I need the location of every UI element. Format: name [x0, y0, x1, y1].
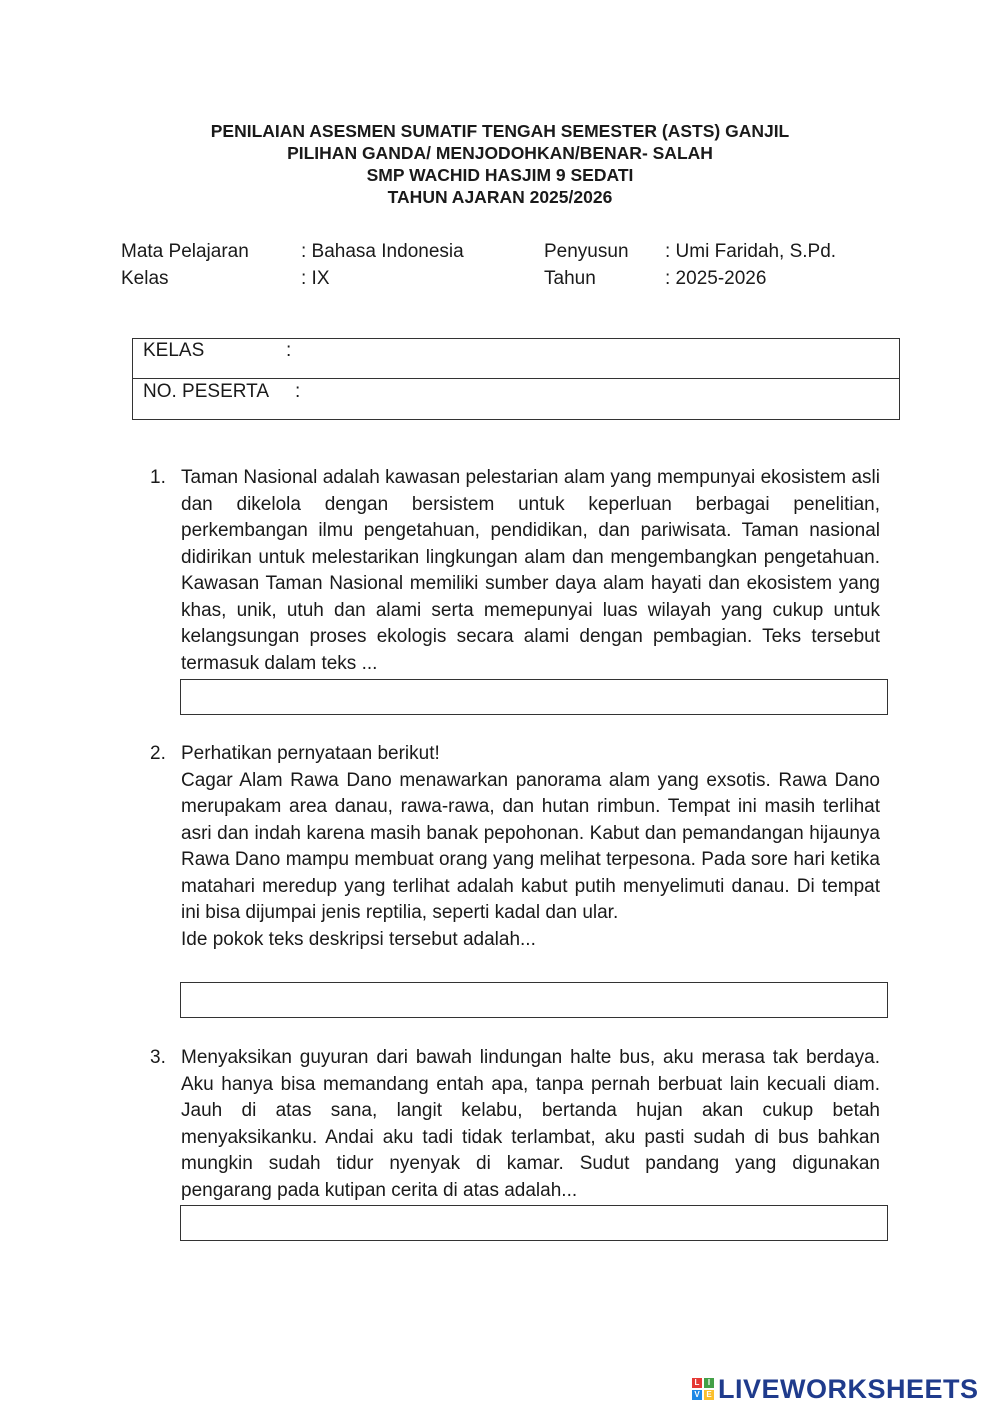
question-1: [150, 465, 880, 677]
question-text: Menyaksikan guyuran dari bawah lindungan halte bus, aku merasa tak berdaya. Aku hanya bisa memandang entah apa, tanpa pernah berbuat lain kecuali diam. Jauh di atas sana, langit kelabu, bertanda hujan akan cukup betah menyaksikanku. Andai aku tadi tidak terlambat, aku pasti sudah di bus bahkan mungkin sudah tidur nyenyak di kamar. Sudut pandang yang digunakan pengarang pada kutipan cerita di atas adalah...: [181, 1047, 880, 1201]
question-2: [150, 741, 880, 953]
question-number: 1.: [150, 467, 166, 488]
kelas-colon: :: [286, 340, 292, 361]
identity-box: [132, 338, 900, 420]
author-value: : Umi Faridah, S.Pd.: [665, 241, 837, 262]
question-text: Taman Nasional adalah kawasan pelestarian alam yang mempunyai ekosistem asli dan dikelola dengan bersistem untuk keperluan berbagai penelitian, perkembangan ilmu pengetahuan, pendidikan, dan pariwisata. Taman nasional didirikan untuk melestarikan lingkungan alam dan mengembangkan pengetahuan. Kawasan Taman Nasional memiliki sumber daya alam hayati dan ekosistem yang khas, unik, utuh dan alami serta memepunyai luas wilayah yang cukup untuk kelangsungan proses ekologis secara alami dengan pembagian. Teks tersebut termasuk dalam teks ...: [181, 467, 880, 674]
subject-value: : Bahasa Indonesia: [301, 241, 464, 262]
answer-box-1[interactable]: [180, 679, 888, 715]
kelas-label: KELAS: [143, 340, 205, 361]
logo-mark-icon: [692, 1378, 714, 1400]
question-number: 2.: [150, 743, 166, 764]
question-number: 3.: [150, 1047, 166, 1068]
subject-label: Mata Pelajaran: [121, 241, 249, 262]
question-3: [150, 1045, 880, 1204]
logo-text: LIVEWORKSHEETS: [718, 1373, 979, 1404]
question-text: Cagar Alam Rawa Dano menawarkan panorama alam yang exsotis. Rawa Dano merupakam area danau, rawa-rawa, dan hutan rimbun. Tempat ini masih terlihat asri dan indah karena masih banak pepohonan. Kabut dan pemandangan hijaunya Rawa Dano mampu membuat orang yang melihat terpesona. Pada sore hari ketika matahari meredup yang terlihat adalah kabut putih menyelimuti danau. Di tempat ini bisa dijumpai jenis reptilia, seperti kadal dan ular.: [181, 769, 880, 923]
liveworksheets-logo: [692, 1374, 979, 1404]
header-subtitle: PILIHAN GANDA/ MENJODOHKAN/BENAR- SALAH: [287, 143, 713, 163]
question-prompt: Ide pokok teks deskripsi tersebut adalah...: [181, 928, 536, 950]
class-label: Kelas: [121, 268, 169, 289]
logo-mark-v: V: [692, 1390, 702, 1400]
header-year: TAHUN AJARAN 2025/2026: [387, 187, 613, 207]
identity-divider: [133, 378, 899, 379]
meta-info: [121, 238, 881, 292]
header-school: SMP WACHID HASJIM 9 SEDATI: [366, 165, 634, 185]
question-intro: Perhatikan pernyataan berikut!: [181, 743, 440, 764]
document-header: [0, 120, 1000, 208]
year-value: : 2025-2026: [665, 268, 767, 289]
peserta-colon: :: [295, 381, 301, 402]
peserta-label: NO. PESERTA: [143, 381, 269, 402]
class-value: : IX: [301, 268, 330, 289]
answer-box-2[interactable]: [180, 982, 888, 1018]
header-title: PENILAIAN ASESMEN SUMATIF TENGAH SEMESTER (ASTS) GANJIL: [210, 121, 790, 141]
logo-mark-i: I: [704, 1378, 714, 1388]
year-label: Tahun: [544, 268, 596, 289]
answer-box-3[interactable]: [180, 1205, 888, 1241]
logo-mark-e: E: [704, 1390, 714, 1400]
author-label: Penyusun: [544, 241, 629, 262]
logo-mark-l: L: [692, 1378, 702, 1388]
